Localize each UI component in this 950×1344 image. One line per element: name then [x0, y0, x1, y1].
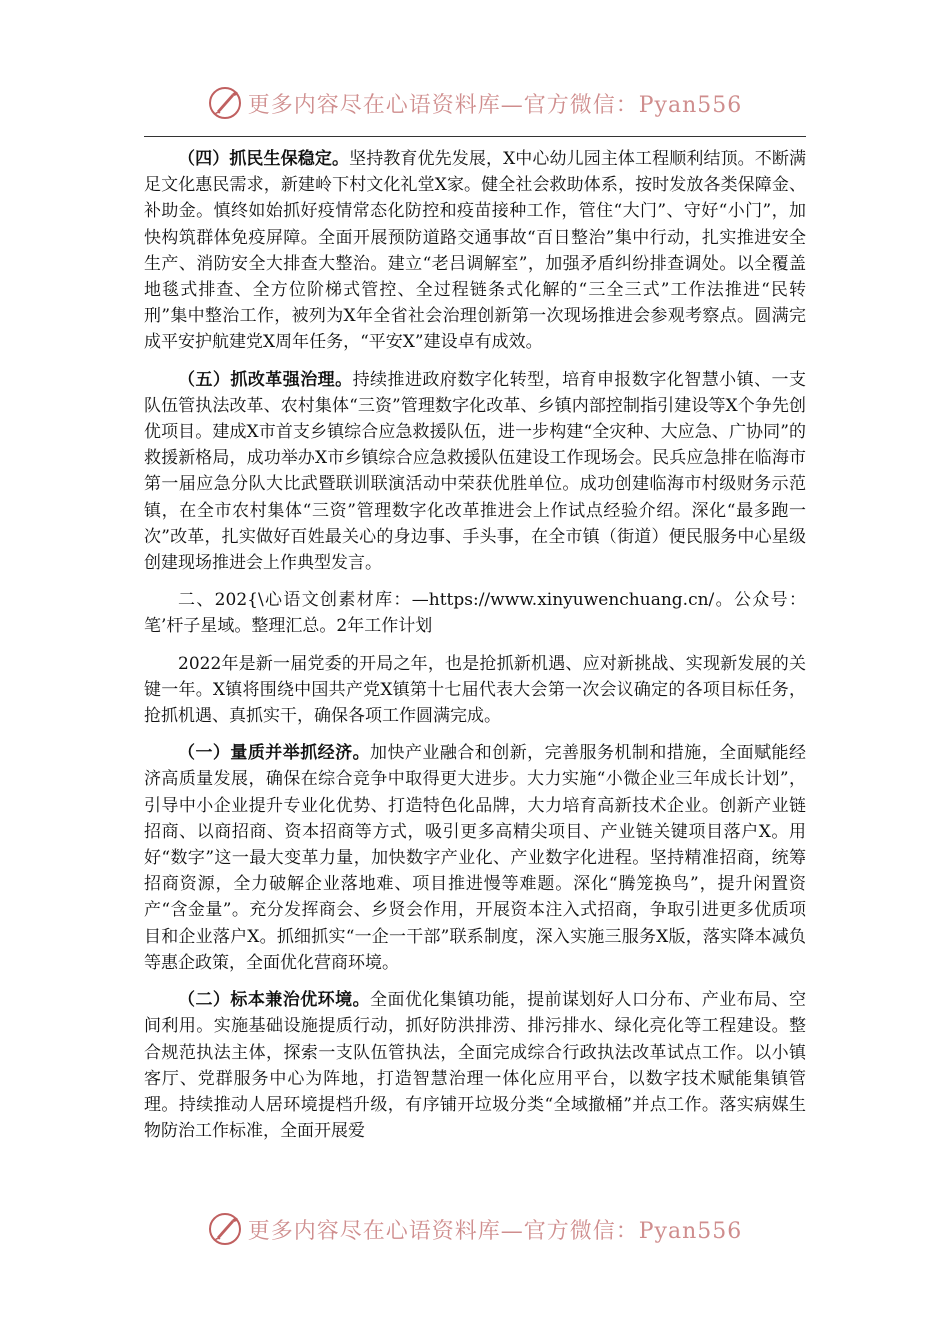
- paragraph-heading: （五）抓改革强治理。: [178, 369, 353, 390]
- paragraph: [144, 367, 806, 577]
- paragraph-text: 2022年是新一届党委的开局之年，也是抢抓新机遇、应对新挑战、实现新发展的关键一年。X镇将围绕中国共产党X镇第十七届代表大会第一次会议确定的各项目标任务，抢抓机遇、真抓实干，确保各项工作圆满完成。: [144, 653, 806, 727]
- paragraph-heading: （四）抓民生保稳定。: [178, 149, 350, 169]
- header-banner-text: 更多内容尽在心语资料库—官方微信：Pyan556: [247, 92, 743, 118]
- paragraph: [144, 146, 806, 356]
- quill-logo-icon: [208, 1212, 242, 1246]
- section-title: [144, 587, 806, 639]
- paragraph: [144, 651, 806, 730]
- footer-banner: [0, 1209, 950, 1249]
- paragraph-text: 坚持教育优先发展，X中心幼儿园主体工程顺利结顶。不断满足文化惠民需求，新建岭下村文化礼堂X家。健全社会救助体系，按时发放各类保障金、补助金。慎终如始抓好疫情常态化防控和疫苗接种工作，管住“大门”、守好“小门”，加快构筑群体免疫屏障。全面开展预防道路交通事故“百日整治”集中行动，扎实推进安全生产、消防安全大排查大整治。建立“老吕调解室”，加强矛盾纠纷排查调处。以全覆盖地毯式排查、全方位阶梯式管控、全过程链条式化解的“三全三式”工作法推进“民转刑”集中整治工作，被列为X年全省社会治理创新第一次现场推进会参观考察点。圆满完成平安护航建党X周年任务，“平安X”建设卓有成效。: [144, 149, 807, 353]
- paragraph-text: 加快产业融合和创新，完善服务机制和措施，全面赋能经济高质量发展，确保在综合竞争中取得更大进步。大力实施“小微企业三年成长计划”，引导中小企业提升专业化优势、打造特色化品牌，大力培育高新技术企业。创新产业链招商、以商招商、资本招商等方式，吸引更多高精尖项目、产业链关键项目落户X。用好“数字”这一最大变革力量，加快数字产业化、产业数字化进程。坚持精准招商，统筹招商资源，全力破解企业落地难、项目推进慢等难题。深化“腾笼换鸟”，提升闲置资产“含金量”。充分发挥商会、乡贤会作用，开展资本注入式招商，争取引进更多优质项目和企业落户X。抓细抓实“一企一干部”联系制度，深入实施三服务X版，落实降本减负等惠企政策，全面优化营商环境。: [144, 743, 807, 973]
- header-banner: [0, 83, 950, 123]
- quill-logo-icon: [208, 86, 242, 120]
- paragraph: [144, 987, 806, 1144]
- paragraph-text: 二、202{\心语文创素材库：—https://www.xinyuwenchuang.cn/。公众号：笔’杆子星域。整理汇总。2年工作计划: [144, 590, 806, 637]
- footer-banner-text: 更多内容尽在心语资料库—官方微信：Pyan556: [247, 1218, 743, 1244]
- paragraph: [144, 740, 806, 976]
- paragraph-heading: （二）标本兼治优环境。: [178, 990, 371, 1011]
- paragraph-heading: （一）量质并举抓经济。: [178, 743, 371, 764]
- paragraph-text: 全面优化集镇功能，提前谋划好人口分布、产业布局、空间利用。实施基础设施提质行动，抓好防洪排涝、排污排水、绿化亮化等工程建设。整合规范执法主体，探索一支队伍管执法，全面完成综合行政执法改革试点工作。以小镇客厅、党群服务中心为阵地，打造智慧治理一体化应用平台，以数字技术赋能集镇管理。持续推动人居环境提档升级，有序铺开垃圾分类“全域撤桶”并点工作。落实病媒生物防治工作标准，全面开展爱: [144, 990, 807, 1142]
- header-divider: [144, 136, 806, 137]
- document-body: [144, 146, 806, 1155]
- paragraph-text: 持续推进政府数字化转型，培育申报数字化智慧小镇、一支队伍管执法改革、农村集体“三资”管理数字化改革、乡镇内部控制指引建设等X个争先创优项目。建成X市首支乡镇综合应急救援队伍，进一步构建“全灾种、大应急、广协同”的救援新格局，成功举办X市乡镇综合应急救援队伍建设工作现场会。民兵应急排在临海市第一届应急分队大比武暨联训联演活动中荣获优胜单位。成功创建临海市村级财务示范镇，在全市农村集体“三资”管理数字化改革推进会上作试点经验介绍。深化“最多跑一次”改革，扎实做好百姓最关心的身边事、手头事，在全市镇（街道）便民服务中心星级创建现场推进会上作典型发言。: [144, 369, 807, 574]
